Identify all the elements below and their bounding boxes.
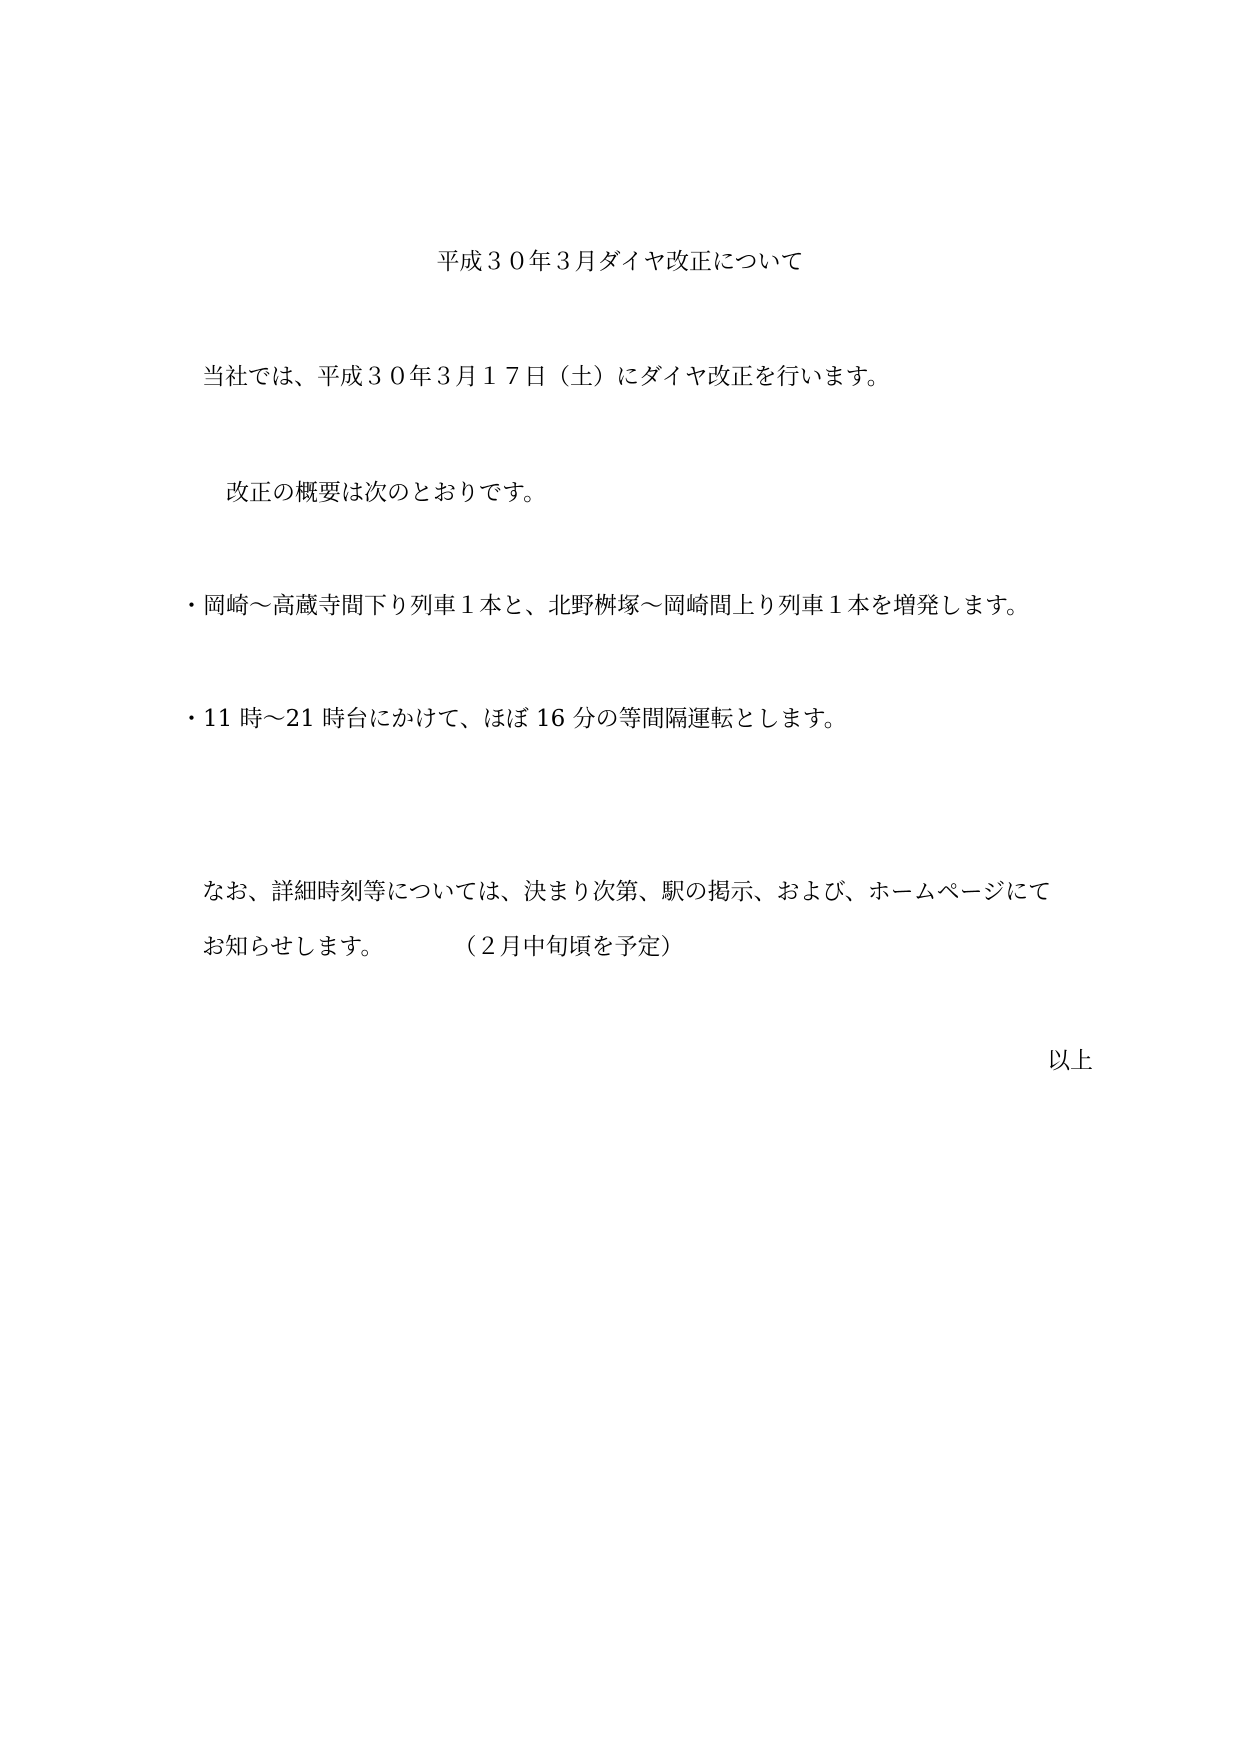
document-title: 平成３０年３月ダイヤ改正について [436, 249, 804, 275]
note-line-2-text: お知らせします。 [202, 934, 384, 960]
summary-lead: 改正の概要は次のとおりです。 [226, 480, 547, 506]
bullet-item-additional-trains: ・岡崎～高蔵寺間下り列車１本と、北野桝塚～岡崎間上り列車１本を増発します。 [180, 593, 1030, 619]
bullet-item-interval-operation: ・11 時～21 時台にかけて、ほぼ 16 分の等間隔運転とします。 [180, 706, 847, 732]
intro-paragraph: 当社では、平成３０年３月１７日（土）にダイヤ改正を行います。 [202, 364, 890, 390]
note-schedule-paren: （２月中旬頃を予定） [453, 934, 684, 960]
closing-mark: 以上 [1047, 1048, 1093, 1074]
note-line-1: なお、詳細時刻等については、決まり次第、駅の掲示、および、ホームページにて [202, 879, 1052, 905]
note-line-2 [202, 932, 683, 962]
